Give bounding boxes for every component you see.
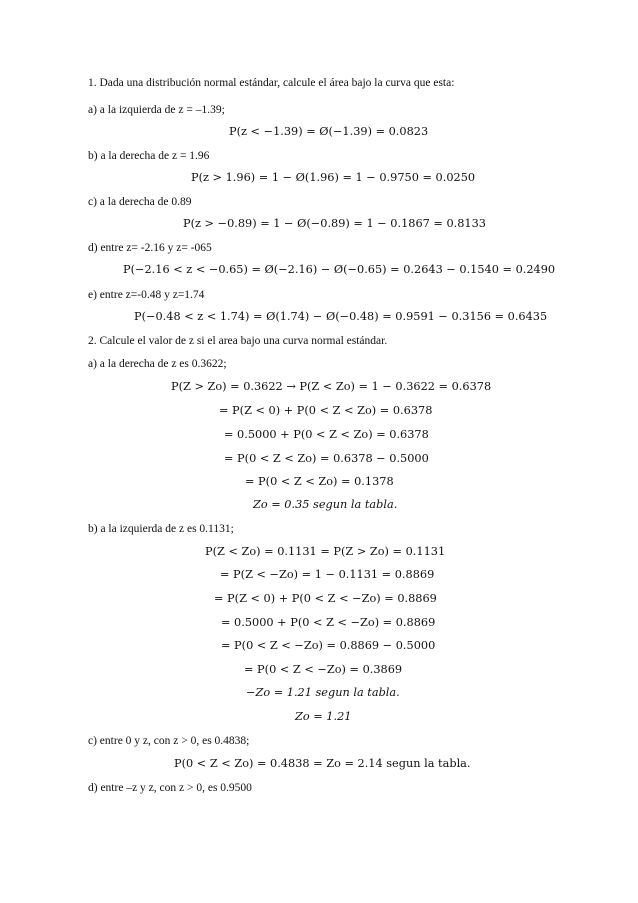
q2c-equation: P(0 < Z < Zo) = 0.4838 = Zo = 2.14 segun la tabla. <box>174 757 471 770</box>
q2b-equation-line-6: = P(0 < Z < −Zo) = 0.3869 <box>244 663 403 676</box>
q2a-equation-line-2: = P(Z < 0) + P(0 < Z < Zo) = 0.6378 <box>219 404 433 417</box>
q2a-result: Zo = 0.35 segun la tabla. <box>253 498 398 511</box>
q2b-equation-line-4: = 0.5000 + P(0 < Z < −Zo) = 0.8869 <box>221 616 436 629</box>
q2-part-b-heading: b) a la izquierda de z es 0.1131; <box>88 523 234 535</box>
q2-part-c-heading: c) entre 0 y z, con z > 0, es 0.4838; <box>88 735 250 747</box>
question-1-heading: 1. Dada una distribución normal estándar, calcule el área bajo la curva que esta: <box>88 77 455 89</box>
q2a-equation-line-4: = P(0 < Z < Zo) = 0.6378 − 0.5000 <box>224 452 429 465</box>
equation-a: P(z < −1.39) = Ø(−1.39) = 0.0823 <box>229 125 429 138</box>
part-c-heading: c) a la derecha de 0.89 <box>88 196 192 208</box>
q2-part-d-heading: d) entre –z y z, con z > 0, es 0.9500 <box>88 782 252 794</box>
question-2-heading: 2. Calcule el valor de z si el area bajo una curva normal estándar. <box>88 335 388 347</box>
q2-part-a-heading: a) a la derecha de z es 0.3622; <box>88 358 227 370</box>
part-e-heading: e) entre z=-0.48 y z=1.74 <box>88 289 205 301</box>
q2a-equation-line-5: = P(0 < Z < Zo) = 0.1378 <box>245 475 394 488</box>
equation-d: P(−2.16 < z < −0.65) = Ø(−2.16) − Ø(−0.65) = 0.2643 − 0.1540 = 0.2490 <box>123 263 556 276</box>
q2b-equation-line-1: P(Z < Zo) = 0.1131 = P(Z > Zo) = 0.1131 <box>205 545 446 558</box>
q2b-equation-line-2: = P(Z < −Zo) = 1 − 0.1131 = 0.8869 <box>220 568 435 581</box>
q2b-result: Zo = 1.21 <box>295 710 352 723</box>
q2b-equation-line-5: = P(0 < Z < −Zo) = 0.8869 − 0.5000 <box>221 639 436 652</box>
part-d-heading: d) entre z= -2.16 y z= -065 <box>88 242 212 254</box>
part-a-heading: a) a la izquierda de z = –1.39; <box>88 104 225 116</box>
q2b-negative-result: −Zo = 1.21 segun la tabla. <box>246 686 400 699</box>
part-b-heading: b) a la derecha de z = 1.96 <box>88 150 210 162</box>
q2b-equation-line-3: = P(Z < 0) + P(0 < Z < −Zo) = 0.8869 <box>214 592 437 605</box>
q2a-equation-line-1: P(Z > Zo) = 0.3622 → P(Z < Zo) = 1 − 0.3622 = 0.6378 <box>171 380 492 393</box>
equation-b: P(z > 1.96) = 1 − Ø(1.96) = 1 − 0.9750 = 0.0250 <box>191 171 476 184</box>
equation-e: P(−0.48 < z < 1.74) = Ø(1.74) − Ø(−0.48) = 0.9591 − 0.3156 = 0.6435 <box>134 310 548 323</box>
equation-c: P(z > −0.89) = 1 − Ø(−0.89) = 1 − 0.1867 = 0.8133 <box>183 217 486 230</box>
q2a-equation-line-3: = 0.5000 + P(0 < Z < Zo) = 0.6378 <box>224 428 429 441</box>
